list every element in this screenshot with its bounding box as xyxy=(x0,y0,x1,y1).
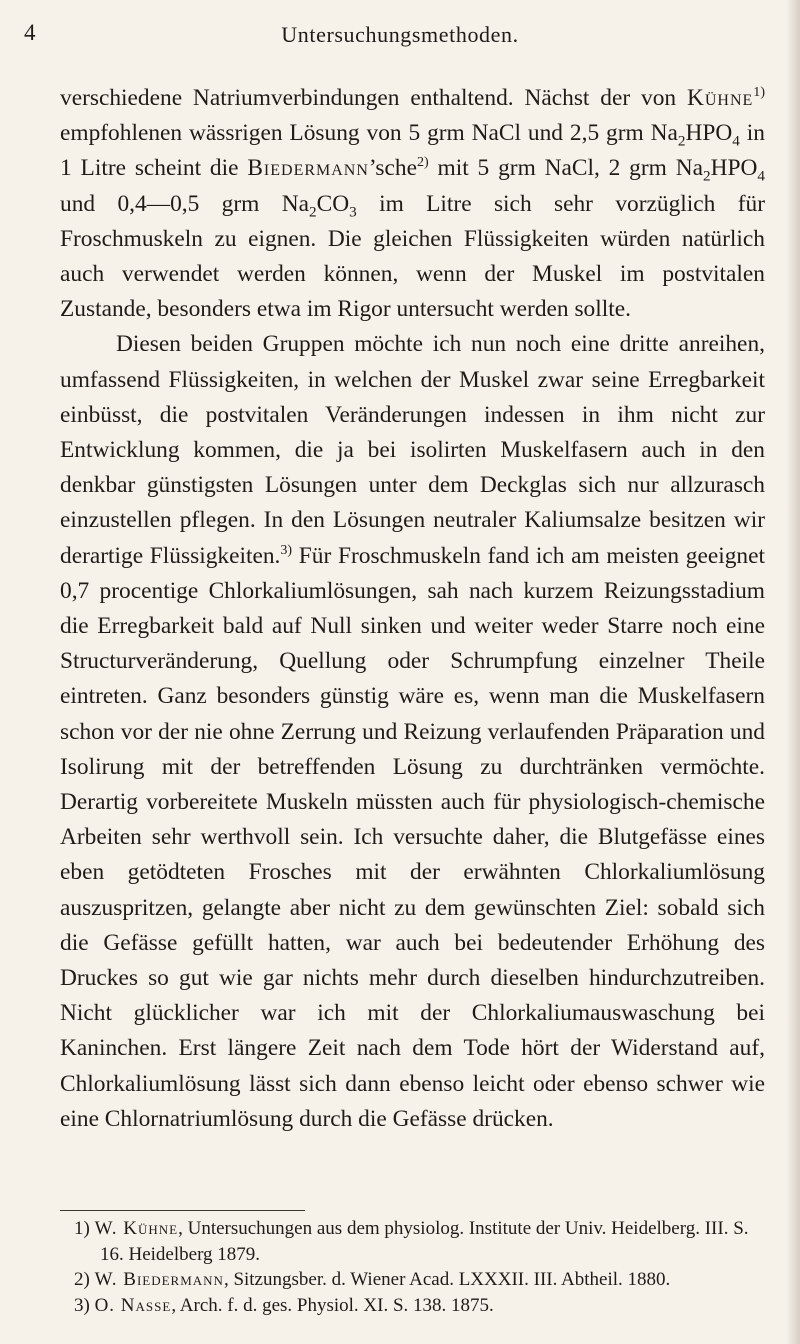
footnote-author: W. Kühne xyxy=(94,1218,179,1239)
p1-sub-1: 2 xyxy=(677,132,686,150)
p1-text-5b: CO xyxy=(316,190,350,217)
p1-sub-5: 2 xyxy=(309,203,317,221)
p2-text-2: Für Froschmuskeln fand ich am meisten geeignet 0,7 procentige Chlorkaliumlösungen, sah nach kurzem Reizungsstadium die Erregbarkeit bald auf Null sinken und weiter weder Starre noch eine Structurveränderung, Quellung oder Schrumpfung einzelner Theile eintreten. Ganz besonders günstig wäre es, wenn man die Muskelfasern schon vor der nie ohne Zerrung und Reizung verlaufenden Präparation und Isolirung mit der betreffenden Lösung zu durchtränken vermöchte. Derartig vorbereitete Muskeln müssten auch für physiologisch-chemische Arbeiten sehr werthvoll sein. Ich versuchte daher, die Blutgefässe eines eben getödteten Frosches mit der erwähnten Chlorkaliumlösung auszuspritzen, gelangte aber nicht zu dem gewünschten Ziel: sobald sich die Gefässe gefüllt hatten, war auch bei bedeutender Erhöhung des Druckes so gut wie gar nichts mehr durch dieselben hindurchzutreiben. Nicht glücklicher war ich mit der Chlorkaliumauswaschung bei Kaninchen. Erst längere Zeit nach dem Tode hört der Widerstand auf, Chlorkaliumlösung lässt sich dann ebenso leicht oder ebenso schwer wie eine Chlornatriumlösung durch die Gefässe drücken. xyxy=(60,542,766,1132)
page-header xyxy=(0,20,800,60)
footnote-text: , Sitzungsber. d. Wiener Acad. LXXXII. III. Abtheil. 1880. xyxy=(223,1269,671,1290)
p2-text-1: Diesen beiden Gruppen möchte ich nun noch eine dritte anreihen, umfassend Flüssigkeiten, in welchen der Muskel zwar seine Erregbarkeit einbüsst, die postvitalen Veränderungen indessen in ihm nicht zur Entwicklung kommen, die ja bei isolirten Muskelfasern auch in den denkbar günstigsten Lösungen unter dem Deckglas sich nur allzurasch einzustellen pflegen. In den Lösungen neutraler Kaliumsalze besitzen wir derartige Flüssigkeiten. xyxy=(60,331,765,569)
footnote-ref-2: 2) xyxy=(416,154,429,171)
p1-text-3: in 1 Litre scheint die xyxy=(60,120,765,182)
author-biedermann: Biedermann xyxy=(247,155,369,182)
page-edge-shadow xyxy=(786,0,800,1344)
page-number: 4 xyxy=(24,20,36,45)
footnote-author: W. Biedermann xyxy=(94,1269,224,1290)
p1-sub-6: 3 xyxy=(349,203,357,221)
footnote-ref-3: 3) xyxy=(280,541,293,558)
p1-text-3b: ’sche xyxy=(368,155,417,182)
footnote-divider xyxy=(60,1210,305,1211)
p1-sub-3: 2 xyxy=(702,168,711,186)
p1-text-5: und 0,4—0,5 grm Na xyxy=(60,190,309,217)
p1-sub-2: 4 xyxy=(732,132,740,150)
paragraph-2 xyxy=(60,327,765,1137)
p1-text-2b: HPO xyxy=(685,120,733,147)
author-kuhne: Kühne xyxy=(686,85,754,111)
p1-sub-4: 4 xyxy=(757,168,765,186)
footnote-text: , Arch. f. d. ges. Physiol. XI. S. 138. 1875. xyxy=(171,1294,494,1316)
footnote-author: O. Nasse xyxy=(94,1294,172,1316)
p1-text-1: verschiedene Natriumverbindungen enthaltend. Nächst der von xyxy=(60,85,687,111)
footnote-text: , Untersuchungen aus dem physiolog. Institute der Univ. Heidelberg. III. S. 16. Heidelberg 1879. xyxy=(100,1218,749,1265)
footnote-number: 1) xyxy=(74,1218,90,1239)
p1-text-2: empfohlenen wässrigen Lösung von 5 grm NaCl und 2,5 grm Na xyxy=(60,120,678,147)
paragraph-1 xyxy=(60,81,765,327)
body-text xyxy=(60,81,765,1137)
p1-text-4: mit 5 grm NaCl, 2 grm Na xyxy=(428,155,703,182)
p1-text-6: im Litre sich sehr vorzüglich für Froschmuskeln zu eignen. Die gleichen Flüssigkeiten würden natürlich auch verwendet werden können, wenn der Muskel im postvitalen Zustande, besonders etwa im Rigor untersucht werden sollte. xyxy=(60,190,765,323)
footnote-3 xyxy=(60,1293,765,1319)
p1-text-4b: HPO xyxy=(710,155,758,182)
footnote-ref-1: 1) xyxy=(753,84,765,101)
footnote-number: 2) xyxy=(74,1269,90,1290)
footnotes xyxy=(60,1216,765,1318)
running-title: Untersuchungsmethoden. xyxy=(281,22,519,47)
footnote-1 xyxy=(60,1216,765,1267)
footnote-2 xyxy=(60,1267,765,1293)
footnote-number: 3) xyxy=(74,1294,90,1316)
